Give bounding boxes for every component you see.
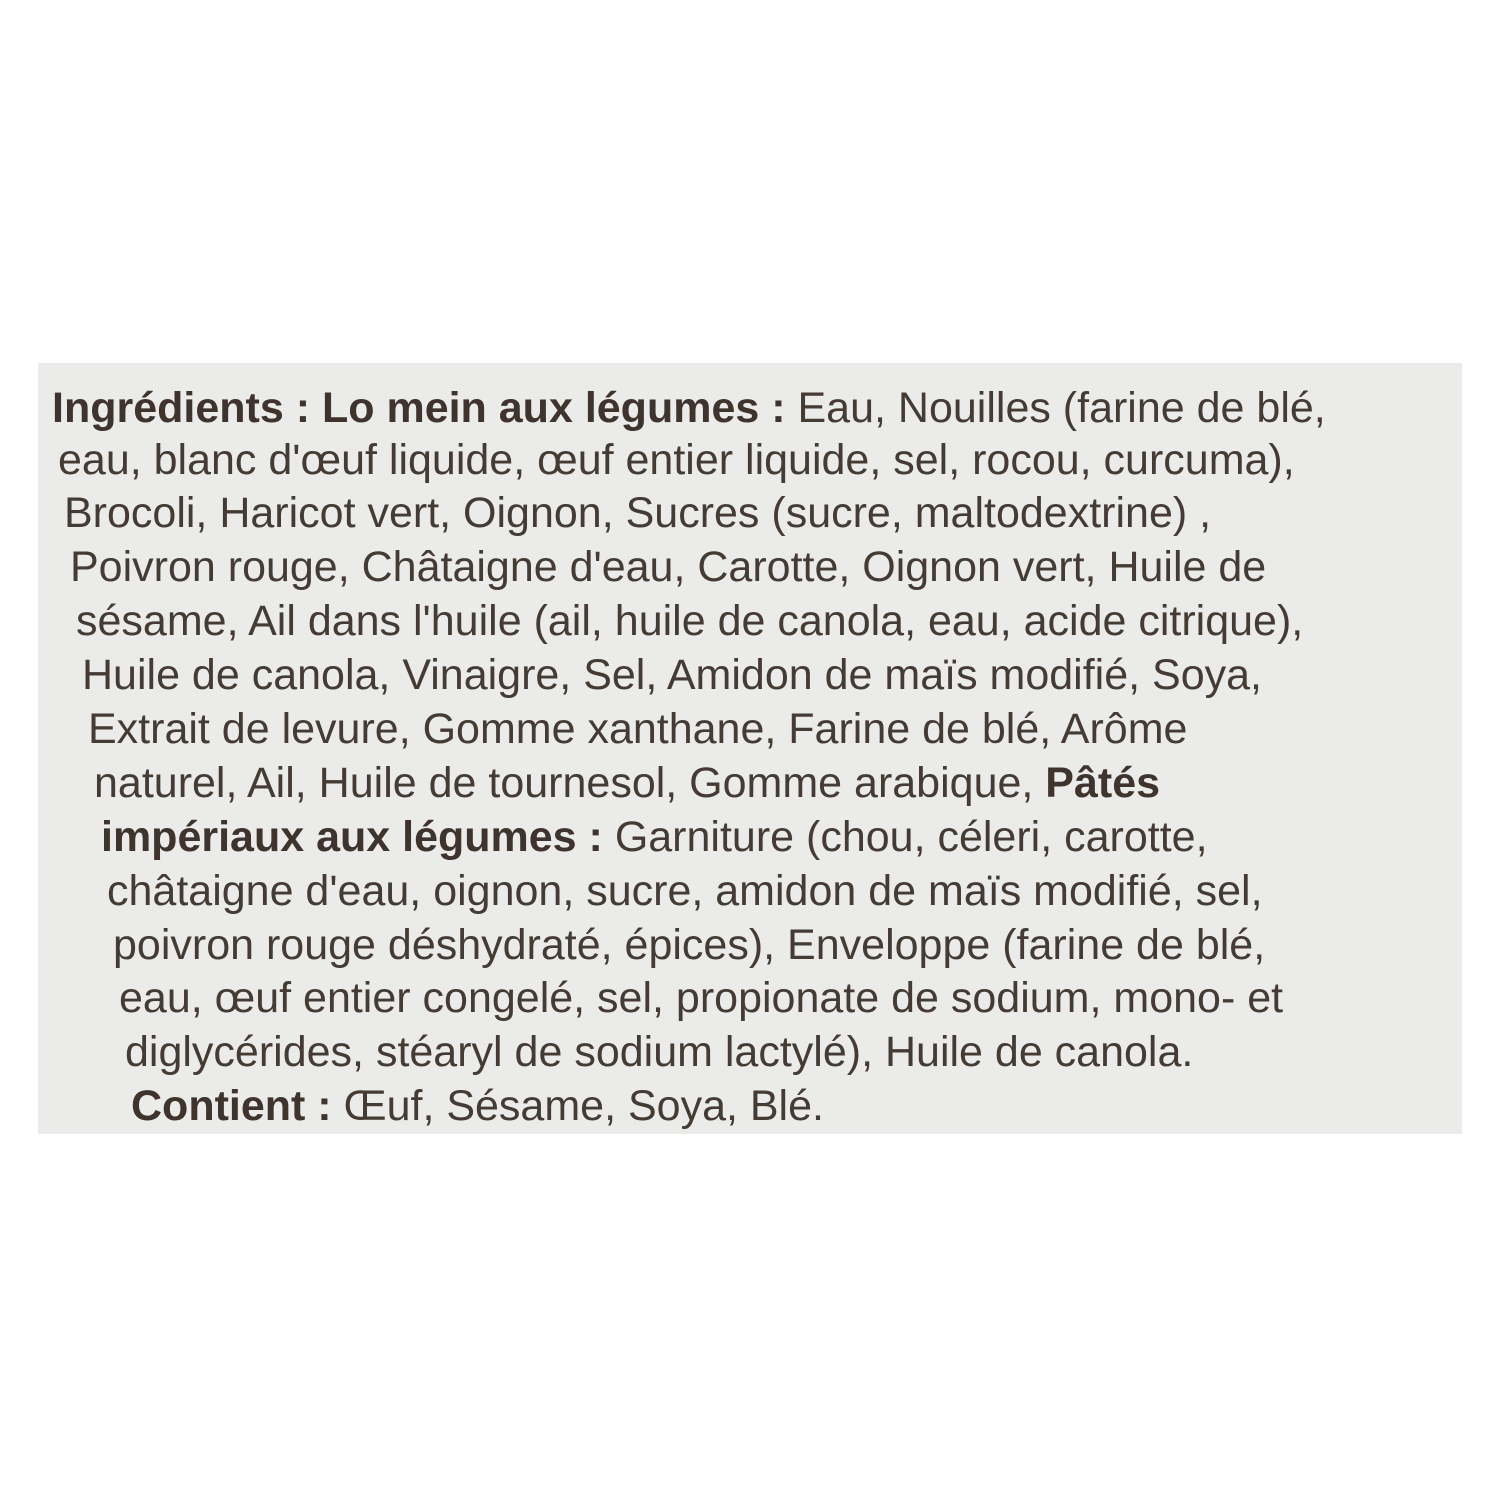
- ingredients-text-8: naturel, Ail, Huile de tournesol, Gomme arabique,: [94, 759, 1046, 807]
- ingredients-line-12: eau, œuf entier congelé, sel, propionate de sodium, mono- et: [119, 974, 1284, 1022]
- pates-heading-start: Pâtés: [1045, 759, 1161, 807]
- contains-heading: Contient: [131, 1082, 306, 1130]
- ingredients-line-8: [94, 758, 1160, 808]
- ingredients-line-9: [101, 812, 1208, 862]
- ingredients-text-9: Garniture (chou, céleri, carotte,: [614, 813, 1208, 861]
- ingredients-line-6: Huile de canola, Vinaigre, Sel, Amidon de maïs modifié, Soya,: [82, 651, 1262, 699]
- lo-mein-heading: Lo mein aux légumes: [321, 384, 760, 432]
- allergens-text: Œuf, Sésame, Soya, Blé.: [343, 1082, 824, 1130]
- ingredients-text-1: Eau, Nouilles (farine de blé,: [797, 384, 1326, 432]
- ingredients-line-13: diglycérides, stéaryl de sodium lactylé), Huile de canola.: [125, 1028, 1194, 1076]
- ingredients-line-3: Brocoli, Haricot vert, Oignon, Sucres (sucre, maltodextrine) ,: [64, 489, 1212, 537]
- ingredients-line-11: poivron rouge déshydraté, épices), Enveloppe (farine de blé,: [113, 921, 1266, 969]
- ingredients-heading: Ingrédients: [52, 384, 284, 432]
- contains-separator: :: [305, 1082, 344, 1130]
- pates-separator: :: [576, 813, 615, 861]
- ingredients-line-4: Poivron rouge, Châtaigne d'eau, Carotte, Oignon vert, Huile de: [70, 543, 1267, 591]
- ingredients-line-2: eau, blanc d'œuf liquide, œuf entier liquide, sel, rocou, curcuma),: [58, 436, 1295, 484]
- ingredients-line-1: [52, 383, 1326, 433]
- ingredients-line-7: Extrait de levure, Gomme xanthane, Farine de blé, Arôme: [88, 705, 1188, 753]
- lo-mein-separator: :: [759, 384, 798, 432]
- ingredients-line-10: châtaigne d'eau, oignon, sucre, amidon de maïs modifié, sel,: [107, 867, 1263, 915]
- contains-line: [131, 1081, 824, 1131]
- ingredients-separator: :: [283, 384, 322, 432]
- ingredients-line-5: sésame, Ail dans l'huile (ail, huile de canola, eau, acide citrique),: [76, 597, 1304, 645]
- pates-heading-end: impériaux aux légumes: [101, 813, 577, 861]
